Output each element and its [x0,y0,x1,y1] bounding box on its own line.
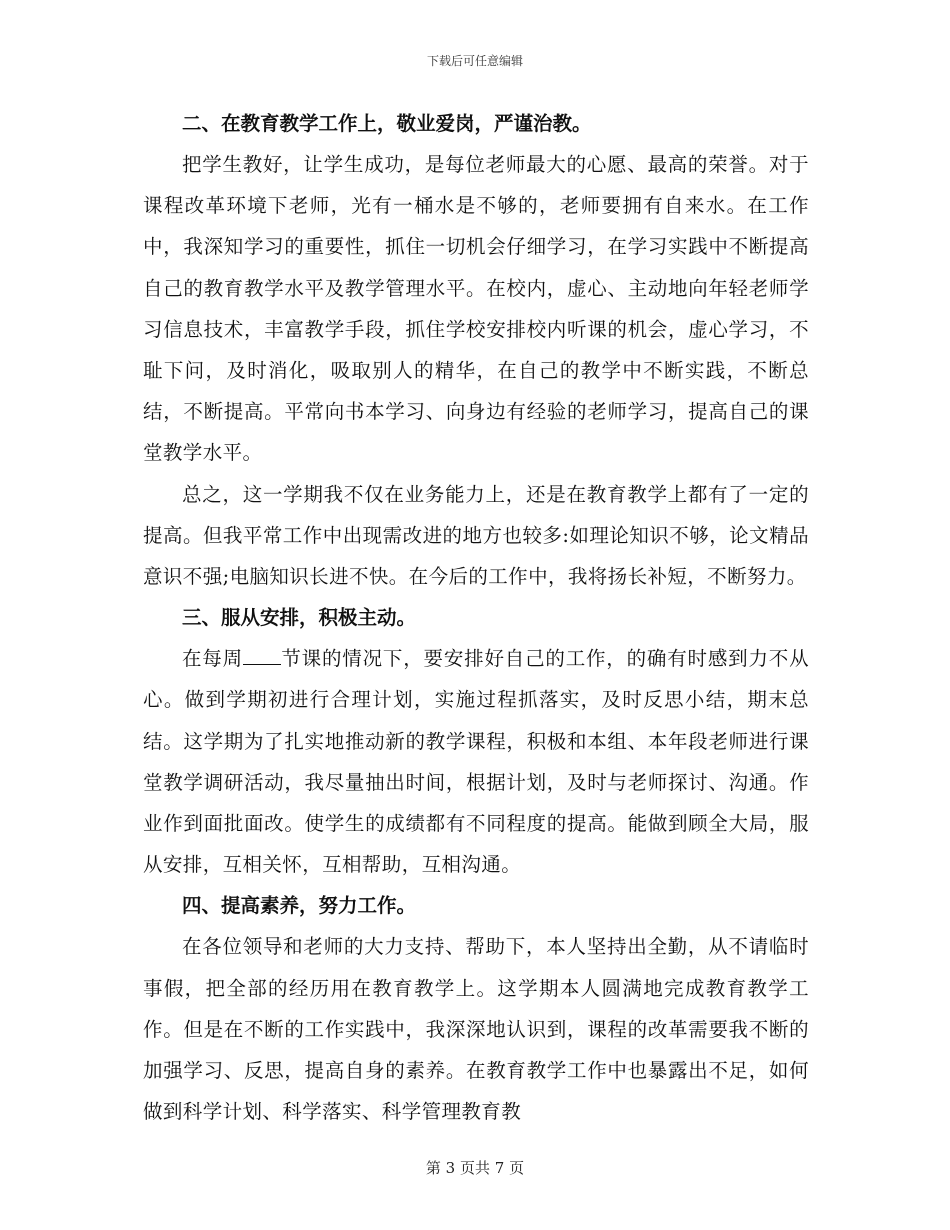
section-heading-3: 三、服从安排，积极主动。 [182,606,417,630]
page-header: 下载后可任意编辑 [426,54,523,68]
paragraph-text-before-blank: 在每周 [182,647,243,671]
paragraph: 总之，这一学期我不仅在业务能力上，还是在教育教学上都有了一定的提高。但我平常工作中出现需改进的地方也较多:如理论知识不够，论文精品意识不强;电脑知识长进不快。在今后的工作中，我将扬长补短，不断努力。 [143,482,809,589]
paragraph-text-after-blank: 节课的情况下，要安排好自己的工作，的确有时感到力不从心。做到学期初进行合理计划，实施过程抓落实，及时反思小结，期末总结。这学期为了扎实地推动新的教学课程，积极和本组、本年段老师进行课堂教学调研活动，我尽量抽出时间，根据计划，及时与老师探讨、沟通。作业作到面批面改。使学生的成绩都有不同程度的提高。能做到顾全大局，服从安排，互相关怀，互相帮助，互相沟通。 [143,647,809,877]
fill-in-blank [243,648,281,665]
document-body [143,103,809,1132]
paragraph: 在各位领导和老师的大力支持、帮助下，本人坚持出全勤，从不请临时事假，把全部的经历用在教育教学上。这学期本人圆满地完成教育教学工作。但是在不断的工作实践中，我深深地认识到，课程的改革需要我不断的加强学习、反思，提高自身的素养。在教育教学工作中也暴露出不足，如何做到科学计划、科学落实、科学管理教育教 [143,935,809,1124]
section-heading-4: 四、提高素养，努力工作。 [182,894,417,918]
section-heading-2: 二、在教育教学工作上，敬业爱岗，严谨治教。 [182,112,592,135]
paragraph-with-blank [143,638,809,885]
paragraph: 把学生教好，让学生成功，是每位老师最大的心愿、最高的荣誉。对于课程改革环境下老师，光有一桶水是不够的，老师要拥有自来水。在工作中，我深知学习的重要性，抓住一切机会仔细学习，在学习实践中不断提高自己的教育教学水平及教学管理水平。在校内，虚心、主动地向年轻老师学习信息技术，丰富教学手段，抓住学校安排校内听课的机会，虚心学习，不耻下问，及时消化，吸取别人的精华，在自己的教学中不断实践，不断总结，不断提高。平常向书本学习、向身边有经验的老师学习，提高自己的课堂教学水平。 [143,153,809,465]
page-footer: 第 3 页共 7 页 [425,1159,525,1177]
